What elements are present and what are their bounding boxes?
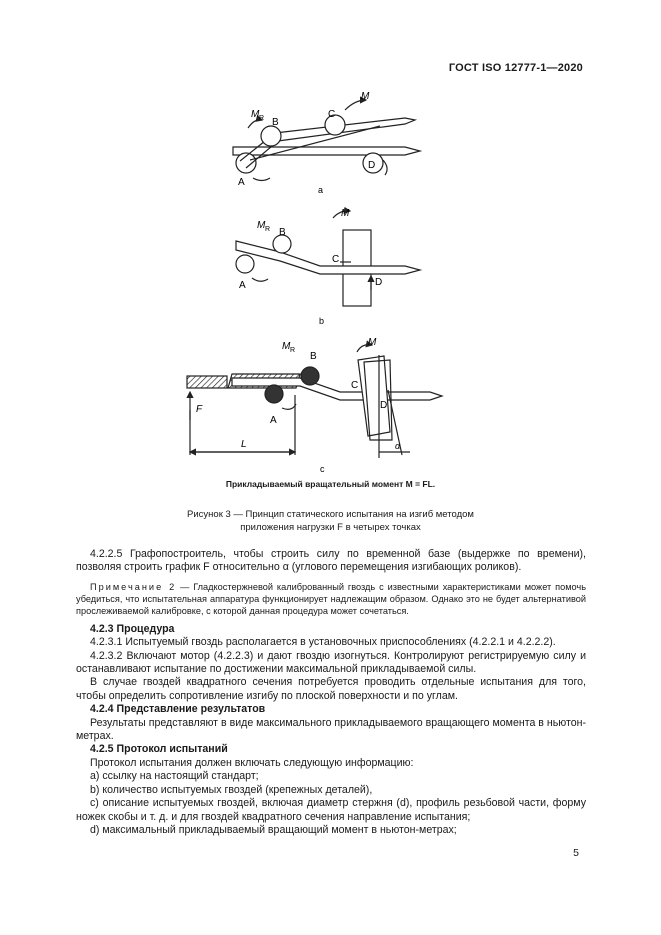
- subfigure-a: [233, 100, 420, 181]
- body-text: [76, 548, 586, 837]
- label-b-D: D: [375, 277, 383, 288]
- label-b-B: B: [279, 227, 286, 238]
- heading-4-2-3: 4.2.3 Процедура: [90, 622, 175, 635]
- heading-4-2-5: 4.2.5 Протокол испытаний: [90, 743, 228, 756]
- label-a-R: R: [259, 115, 265, 122]
- subfigure-c-label: c: [320, 464, 325, 474]
- list-item-a: a) ссылку на настоящий стандарт;: [90, 770, 259, 783]
- note-label: Примечание 2: [90, 581, 177, 592]
- paragraph-4-2-3-1: 4.2.3.1 Испытуемый гвоздь располагается в установочных приспособлениях (4.2.2.1 и 4.2.2.2).: [90, 636, 556, 649]
- label-b-A: A: [239, 280, 246, 291]
- note-2: [76, 581, 586, 617]
- paragraph-4-2-2-5: 4.2.2.5 Графопостроитель, чтобы строить силу по временной базе (выдержке по времени), позволяя строить график F относительно α (углового перемещения изгибающих роликов).: [76, 548, 586, 574]
- paragraph-protocol: Протокол испытания должен включать следующую информацию:: [90, 756, 414, 769]
- label-c-F: F: [196, 404, 203, 415]
- label-a-M: M: [251, 109, 260, 120]
- label-c-R: R: [290, 347, 296, 354]
- paragraph-4-2-3-2: 4.2.3.2 Включают мотор (4.2.2.3) и дают гвоздю изогнуться. Контролируют регистрируемую силу и останавливают испытание по достижении максимальной прикладываемой силы.: [76, 649, 586, 676]
- label-b-Mtop: M: [341, 208, 350, 219]
- label-a-C: C: [328, 109, 336, 120]
- label-c-A: A: [270, 415, 277, 426]
- page-number: 5: [573, 847, 579, 859]
- figure-caption-line2: приложения нагрузки F в четырех точках: [240, 522, 421, 533]
- label-c-alpha: α: [395, 441, 401, 451]
- label-c-M: M: [282, 341, 291, 352]
- list-item-c: c) описание испытуемых гвоздей, включая диаметр стержня (d), профиль резьбовой части, форму ножек скобы и т. д. и для гвоздей квадратного сечения направление испытания;: [76, 797, 586, 823]
- label-a-D: D: [368, 160, 376, 171]
- subfigure-b-label: b: [319, 316, 325, 326]
- label-b-R: R: [265, 226, 271, 233]
- heading-4-2-4: 4.2.4 Представление результатов: [90, 703, 266, 716]
- document-header: ГОСТ ISO 12777-1—2020: [448, 62, 583, 74]
- figure-formula: Прикладываемый вращательный момент M = FL.: [225, 479, 436, 489]
- label-a-Mtop: M: [361, 91, 370, 102]
- note-text: — Гладкостержневой калиброванный гвоздь с известными характеристиками может помочь убедиться, что испытательная аппаратура функционирует надлежащим образом. Однако это не будет альтернативой прослеживаемой калибровке, с которой данная процедура может сочетаться.: [76, 581, 586, 616]
- paragraph-square-nails: В случае гвоздей квадратного сечения потребуется проводить отдельные испытания для того, чтобы определить сопротивление изгибу по плоской поверхности и по углам.: [76, 676, 586, 702]
- list-item-d: d) максимальный прикладываемый вращающий момент в ньютон-метрах;: [90, 823, 457, 836]
- label-c-B: B: [310, 351, 317, 362]
- figure-caption-line1: Рисунок 3 — Принцип статического испытания на изгиб методом: [187, 509, 474, 520]
- label-a-A: A: [238, 177, 245, 188]
- list-item-b: b) количество испытуемых гвоздей (крепежных деталей),: [90, 783, 373, 796]
- paragraph-results: Результаты представляют в виде максимального прикладываемого вращающего момента в ньютон-метрах.: [76, 716, 586, 743]
- label-b-C: C: [332, 254, 340, 265]
- label-c-D: D: [380, 400, 388, 411]
- label-a-B: B: [272, 117, 279, 128]
- label-c-L: L: [241, 439, 247, 450]
- label-c-Mtop: M: [368, 337, 377, 348]
- subfigure-a-label: a: [318, 185, 324, 195]
- label-c-C: C: [351, 380, 359, 391]
- label-b-M: M: [257, 220, 266, 231]
